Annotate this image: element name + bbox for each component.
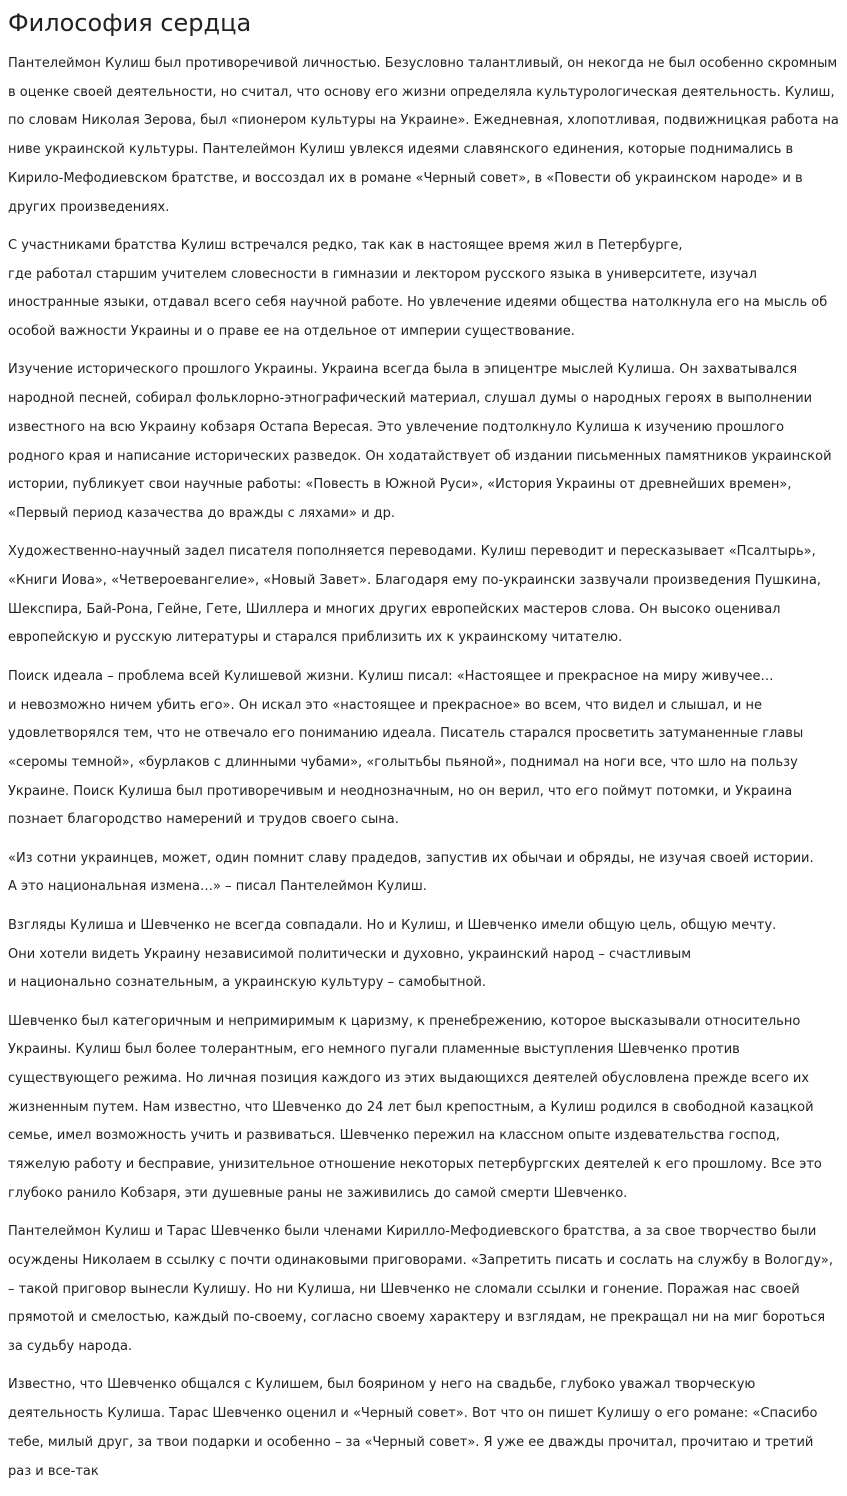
article-paragraph-9: Пантелеймон Кулиш и Тарас Шевченко были членами Кирилло-Мефодиевского братства, а за свое творчество были осуждены Николаем в ссылку с почти одинаковыми приговорами. «Запретить писать и сослать на службу в Вологду», – такой приговор вынесли Кулишу. Но ни Кулиша, ни Шевченко не сломали ссылки и гонение. Поражая нас своей прямотой и смелостью, каждый по-своему, согласно своему характеру и взглядам, не прекращал ни на миг бороться за судьбу народа. xyxy=(8,1224,833,1355)
article-paragraph-2: С участниками братства Кулиш встречался редко, так как в настоящее время жил в Петербурге, где работал старшим учителем словесности в гимназии и лектором русского языка в университете, изучал иностранные языки, отдавал всего себя научной работе. Но увлечение идеями общества натолкнула его на мысль об особой важности Украины и о праве ее на отдельное от империи существование. xyxy=(8,237,828,340)
article-paragraph-1: Пантелеймон Кулиш был противоречивой личностью. Безусловно талантливый, он некогда не был особенно скромным в оценке своей деятельности, но считал, что основу его жизни определяла культурологическая деятельность. Кулиш, по словам Николая Зерова, был «пионером культуры на Украине». Ежедневная, хлопотливая, подвижницкая работа на ниве украинской культуры. Пантелеймон Кулиш увлекся идеями славянского единения, которые поднимались в Кирило-Мефодиевском братстве, и воссоздал их в романе «Черный совет», в «Повести об украинском народе» и в других произведениях. xyxy=(8,56,839,215)
article-paragraph-6: «Из сотни украинцев, может, один помнит славу прадедов, запустив их обычаи и обряды, не изучая своей истории. А это национальная измена…» – писал Пантелеймон Кулиш. xyxy=(8,850,814,895)
article-paragraph-7: Взгляды Кулиша и Шевченко не всегда совпадали. Но и Кулиш, и Шевченко имели общую цель, общую мечту. Они хотели видеть Украину независимой политически и духовно, украинский народ – счастливым и национально сознательным, а украинскую культуру – самобытной. xyxy=(8,917,777,991)
article xyxy=(8,6,840,1496)
article-paragraph-5: Поиск идеала – проблема всей Кулишевой жизни. Кулиш писал: «Настоящее и прекрасное на миру живучее… и невозможно ничем убить его». Он искал это «настоящее и прекрасное» во всем, что видел и слышал, и не удовлетворялся тем, что не отвечало его пониманию идеала. Писатель старался просветить затуманенные главы «серомы темной», «бурлаков с длинными чубами», «голытьбы пьяной», поднимал на ноги все, что шло на пользу Украине. Поиск Кулиша был противоречивым и неоднозначным, но он верил, что его поймут потомки, и Украина познает благородство намерений и трудов своего сына. xyxy=(8,668,804,828)
article-paragraph-3: Изучение исторического прошлого Украины. Украина всегда была в эпицентре мыслей Кулиша. Он захватывался народной песней, собирал фольклорно-этнографический материал, слушал думы о народных героях в выполнении известного на всю Украину кобзаря Остапа Вересая. Это увлечение подтолкнуло Кулиша к изучению прошлого родного края и написание исторических разведок. Он ходатайствует об издании письменных памятников украинской истории, публикует свои научные работы: «Повесть в Южной Руси», «История Украины от древнейших времен», «Первый период казачества до вражды с ляхами» и др. xyxy=(8,362,832,521)
article-paragraph-8: Шевченко был категоричным и непримиримым к царизму, к пренебрежению, которое высказывали относительно Украины. Кулиш был более толерантным, его немного пугали пламенные выступления Шевченко против существующего режима. Но личная позиция каждого из этих выдающихся деятелей обусловлена прежде всего их жизненным путем. Нам известно, что Шевченко до 24 лет был крепостным, а Кулиш родился в свободной казацкой семье, имел возможность учить и развиваться. Шевченко пережил на классном опыте издевательства господ, тяжелую работу и бесправие, унизительное отношение некоторых петербургских деятелей к его прошлому. Все это глубоко ранило Кобзаря, эти душевные раны не заживились до самой смерти Шевченко. xyxy=(8,1013,822,1201)
page-title: Философия сердца xyxy=(8,9,252,37)
article-paragraph-4: Художественно-научный задел писателя пополняется переводами. Кулиш переводит и пересказывает «Псалтырь», «Книги Иова», «Четвероевангелие», «Новый Завет». Благодаря ему по-украински зазвучали произведения Пушкина, Шекспира, Бай-Рона, Гейне, Гете, Шиллера и многих других европейских мастеров слова. Он высоко оценивал европейскую и русскую литературы и старался приблизить их к украинскому читателю. xyxy=(8,544,822,646)
article-paragraph-10: Известно, что Шевченко общался с Кулишем, был боярином у него на свадьбе, глубоко уважал творческую деятельность Кулиша. Тарас Шевченко оценил и «Черный совет». Вот что он пишет Кулишу о его романе: «Спасибо тебе, милый друг, за твои подарки и особенно – за «Черный совет». Я уже ее дважды прочитал, прочитаю и третий раз и все-так xyxy=(8,1377,818,1479)
